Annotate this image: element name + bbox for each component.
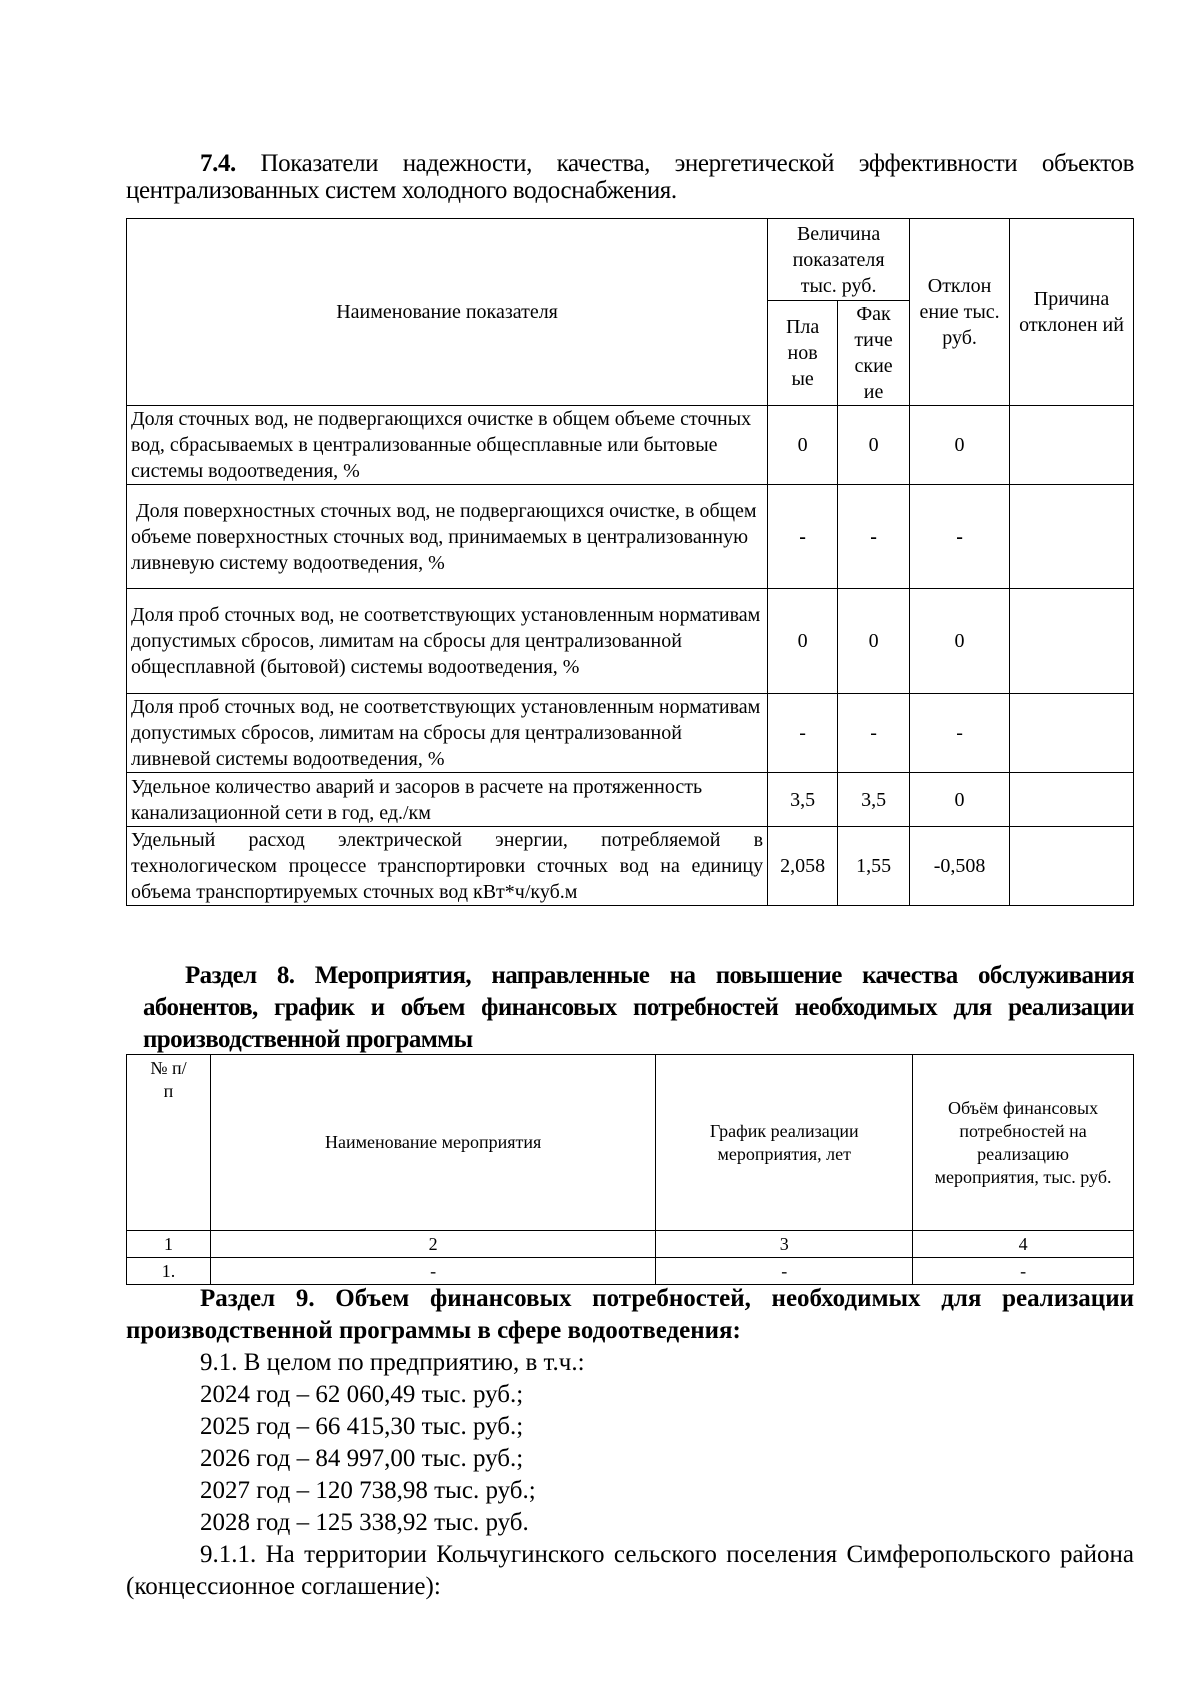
- table-row: [127, 485, 1134, 589]
- actual-value: 0: [838, 589, 910, 694]
- year-amount: 2025 год – 66 415,30 тыс. руб.;: [200, 1413, 524, 1440]
- measure-schedule: -: [656, 1258, 913, 1285]
- section-9-title: Раздел 9. Объем финансовых потребностей, необходимых для реализации производственной программы в сфере водоотведения:: [126, 1285, 1134, 1344]
- section-9-paragraph: 9.1. В целом по предприятию, в т.ч.:: [200, 1349, 585, 1376]
- section-9-subparagraph: 9.1.1. На территории Кольчугинского сельского поселения Симферопольского района (концессионное соглашение):: [126, 1541, 1134, 1600]
- deviation-value: 0: [910, 406, 1010, 485]
- deviation-value: -: [910, 485, 1010, 589]
- actual-value: 0: [838, 406, 910, 485]
- header-planned: Пла нов ые: [768, 301, 838, 406]
- planned-value: 0: [768, 406, 838, 485]
- reason-value: [1010, 589, 1134, 694]
- year-amount: 2026 год – 84 997,00 тыс. руб.;: [200, 1445, 524, 1472]
- deviation-value: -0,508: [910, 827, 1010, 906]
- year-amount: 2024 год – 62 060,49 тыс. руб.;: [200, 1381, 524, 1408]
- index-row: [127, 1231, 1134, 1258]
- index-cell: 2: [210, 1231, 655, 1258]
- year-amount: 2028 год – 125 338,92 тыс. руб.: [200, 1509, 529, 1536]
- index-cell: 3: [656, 1231, 913, 1258]
- indicators-table: [126, 218, 1134, 906]
- actual-value: -: [838, 694, 910, 773]
- indicator-name: Доля поверхностных сточных вод, не подвергающихся очистке, в общем объеме поверхностных сточных вод, принимаемых в централизованную ливневую систему водоотведения, %: [127, 485, 768, 589]
- table-row: [127, 827, 1134, 906]
- header-reason: Причина отклонен ий: [1010, 219, 1134, 406]
- indicator-name: Доля проб сточных вод, не соответствующих установленным нормативам допустимых сбросов, лимитам на сбросы для централизованной общесплавной (бытовой) системы водоотведения, %: [127, 589, 768, 694]
- deviation-value: 0: [910, 773, 1010, 827]
- reason-value: [1010, 827, 1134, 906]
- table-row: [127, 589, 1134, 694]
- deviation-value: 0: [910, 589, 1010, 694]
- planned-value: -: [768, 485, 838, 589]
- indicator-name: Доля проб сточных вод, не соответствующих установленным нормативам допустимых сбросов, лимитам на сбросы для централизованной ливневой системы водоотведения, %: [127, 694, 768, 773]
- section-title-text: Показатели надежности, качества, энергетической эффективности объектов централизованных систем холодного водоснабжения.: [126, 150, 1134, 204]
- header-value-group: Величина показателя тыс. руб.: [768, 219, 910, 301]
- measures-table: [126, 1054, 1134, 1285]
- section-number: 7.4.: [200, 150, 236, 177]
- section-7-4-title: [126, 150, 1134, 204]
- actual-value: 1,55: [838, 827, 910, 906]
- indicator-name: Доля сточных вод, не подвергающихся очистке в общем объеме сточных вод, сбрасываемых в централизованные общесплавные или бытовые системы водоотведения, %: [127, 406, 768, 485]
- actual-value: -: [838, 485, 910, 589]
- header-deviation: Отклон ение тыс. руб.: [910, 219, 1010, 406]
- header-actual: Фак тиче ские ие: [838, 301, 910, 406]
- measure-volume: -: [913, 1258, 1134, 1285]
- header-finance-volume: Объём финансовых потребностей на реализацию мероприятия, тыс. руб.: [913, 1055, 1134, 1231]
- actual-value: 3,5: [838, 773, 910, 827]
- table-row: [127, 773, 1134, 827]
- reason-value: [1010, 485, 1134, 589]
- year-amount: 2027 год – 120 738,98 тыс. руб.;: [200, 1477, 536, 1504]
- reason-value: [1010, 773, 1134, 827]
- measure-number: 1.: [127, 1258, 211, 1285]
- header-number: № п/п: [127, 1055, 211, 1231]
- planned-value: 2,058: [768, 827, 838, 906]
- index-cell: 1: [127, 1231, 211, 1258]
- planned-value: 3,5: [768, 773, 838, 827]
- planned-value: 0: [768, 589, 838, 694]
- header-measure-name: Наименование мероприятия: [210, 1055, 655, 1231]
- indicator-name: Удельный расход электрической энергии, потребляемой в технологическом процессе транспортировки сточных вод на единицу объема транспортируемых сточных вод кВт*ч/куб.м: [127, 827, 768, 906]
- reason-value: [1010, 406, 1134, 485]
- table-row: [127, 694, 1134, 773]
- deviation-value: -: [910, 694, 1010, 773]
- measure-name: -: [210, 1258, 655, 1285]
- header-indicator-name: Наименование показателя: [127, 219, 768, 406]
- header-schedule: График реализации мероприятия, лет: [656, 1055, 913, 1231]
- table-row: [127, 406, 1134, 485]
- indicator-name: Удельное количество аварий и засоров в расчете на протяженность канализационной сети в год, ед./км: [127, 773, 768, 827]
- reason-value: [1010, 694, 1134, 773]
- table-row: [127, 1258, 1134, 1285]
- section-8-title: Раздел 8. Мероприятия, направленные на повышение качества обслуживания абонентов, график и объем финансовых потребностей необходимых для реализации производственной программы: [143, 962, 1134, 1053]
- index-cell: 4: [913, 1231, 1134, 1258]
- planned-value: -: [768, 694, 838, 773]
